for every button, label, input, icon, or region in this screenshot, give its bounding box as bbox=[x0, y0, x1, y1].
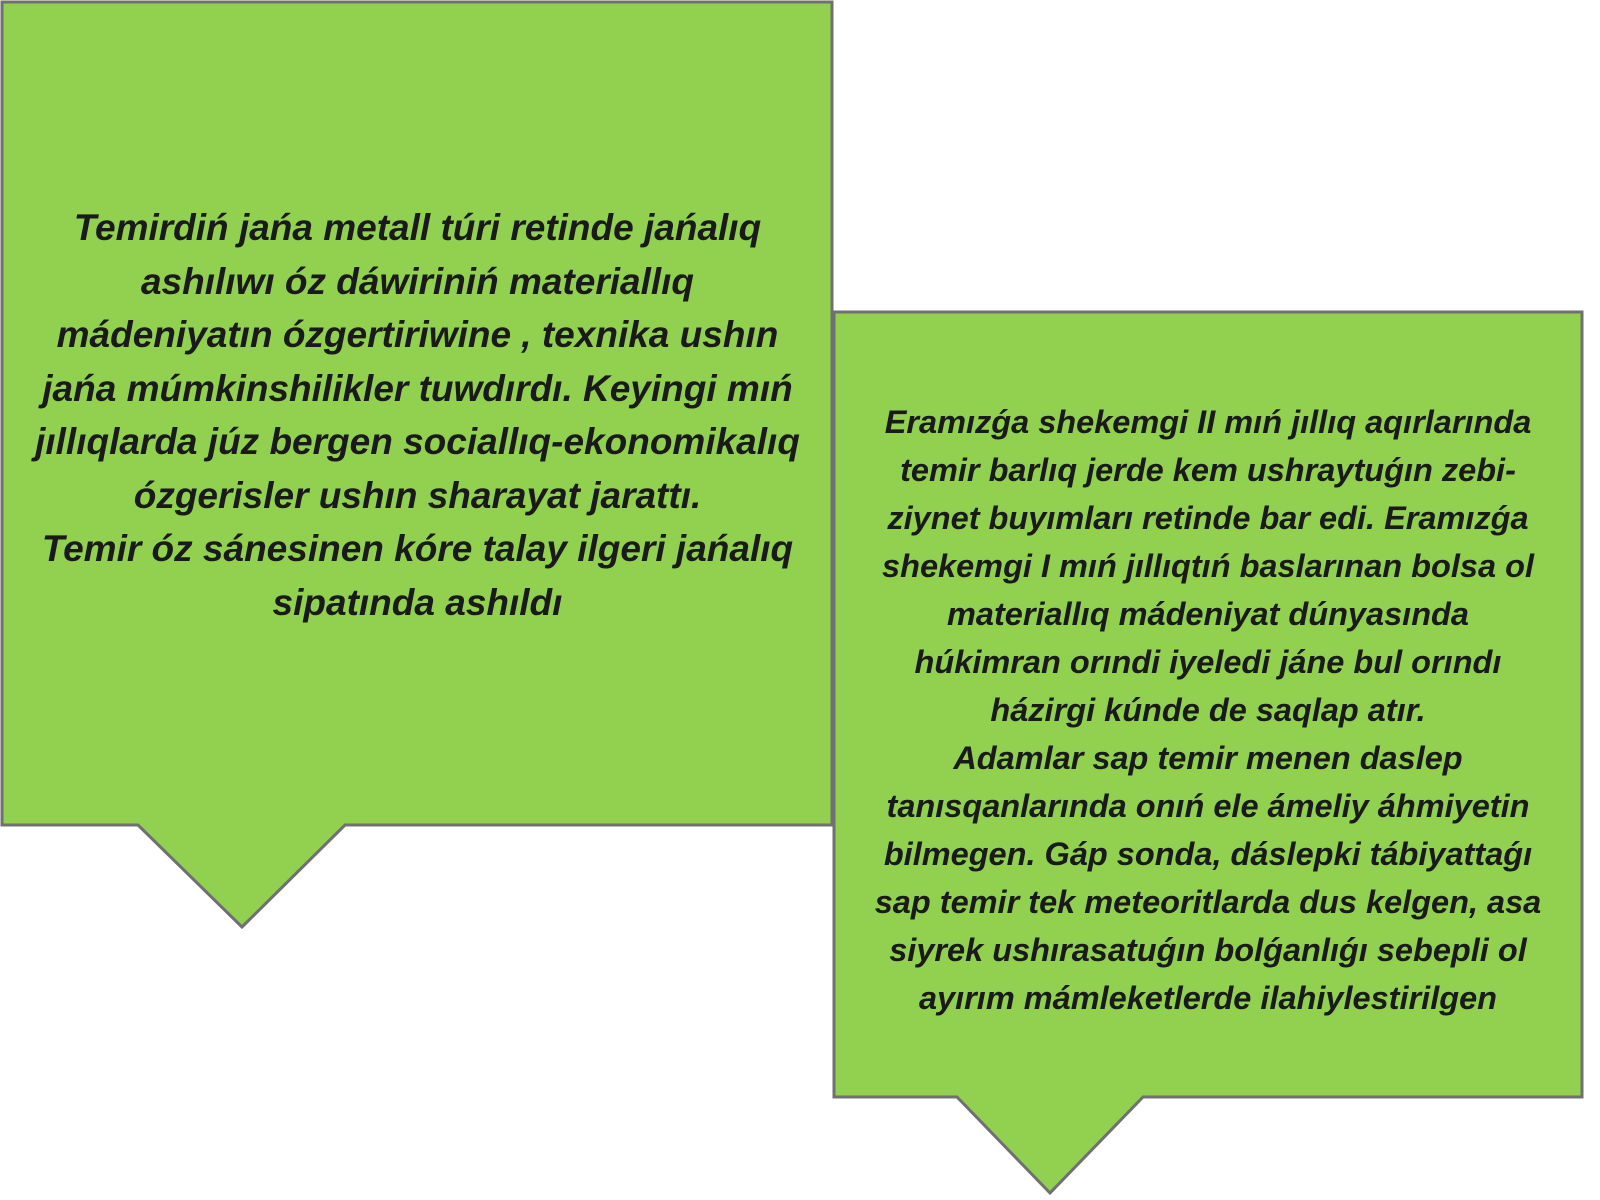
left-callout-text bbox=[10, 195, 825, 635]
left-callout-paragraph-1: Temirdiń jańa metall túri retinde jańalıq ashılıwı óz dáwiriniń materiallıq mádeniyatın ózgertiriwine , texnika ushın jańa múmkinshilikler tuwdırdı. Keyingi mıń jıllıqlarda júz bergen sociallıq-ekonomikalıq ózgerisler ushın sharayat jarattı. bbox=[35, 207, 800, 516]
right-callout-paragraph-1: Eramızǵa shekemgi II mıń jıllıq aqırlarında temir barlıq jerde kem ushraytuǵın zebi- ziynet buyımları retinde bar edi. Eramızǵa shekemgi I mıń jıllıqtıń baslarınan bolsa ol materiallıq mádeniyat dúnyasında húkimran orındi iyeledi jáne bul orındı házirgi kúnde de saqlap atır. bbox=[882, 404, 1534, 728]
right-callout-paragraph-2: Adamlar sap temir menen daslep tanısqanlarında onıń ele ámeliy áhmiyetin bilmegen. Gáp sonda, dáslepki tábiyattaǵı sap temir tek meteoritlarda dus kelgen, asa siyrek ushırasatuǵın bolǵanlıǵı sebepli ol ayırım mámleketlerde ilahiylestirilgen bbox=[874, 740, 1542, 1016]
left-callout-paragraph-2: Temir óz sánesinen kóre talay ilgeri jańalıq sipatında ashıldı bbox=[41, 528, 794, 623]
right-callout-text bbox=[838, 395, 1578, 1025]
